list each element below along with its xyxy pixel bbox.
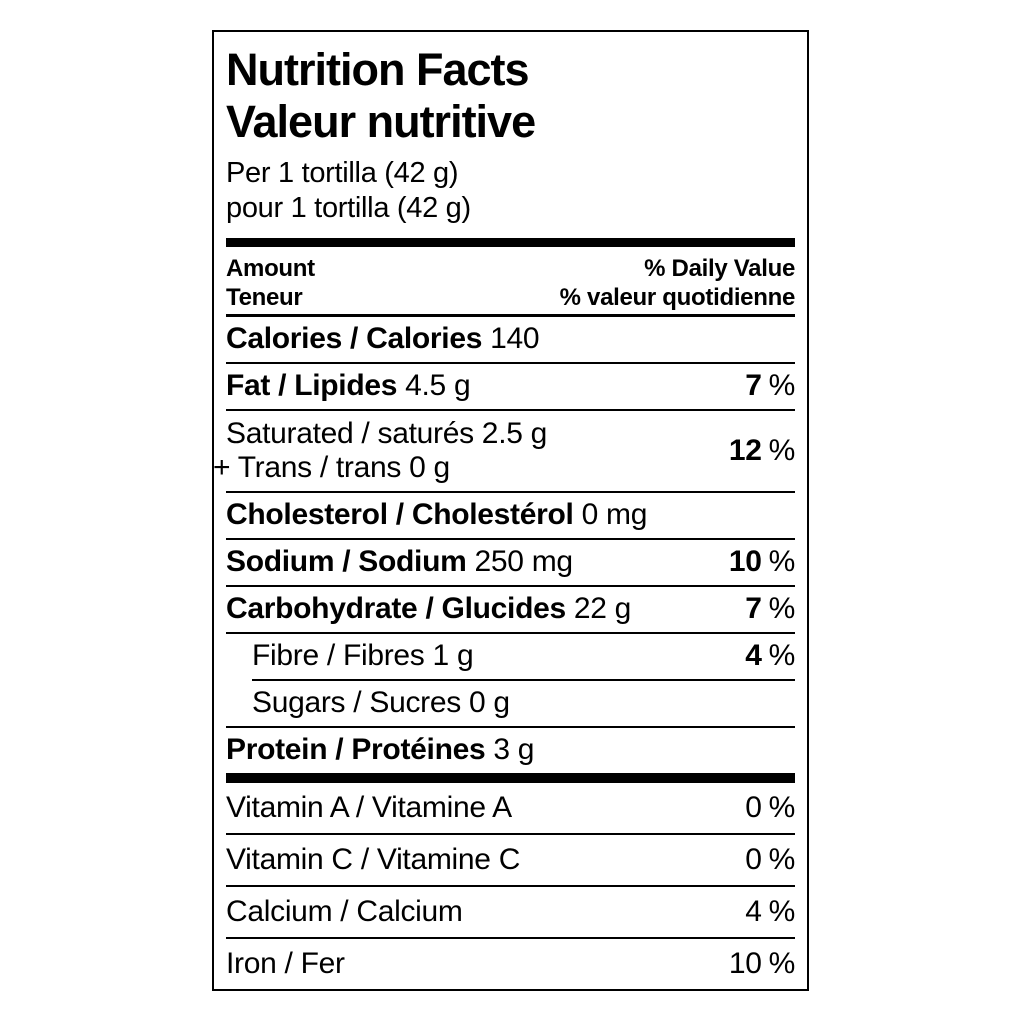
daily-value-header-french: % valeur quotidienne: [559, 284, 795, 311]
nutrition-facts-label: [212, 30, 809, 991]
sodium-dv-number: 10: [728, 545, 762, 578]
sodium-name: Sodium / Sodium: [226, 545, 467, 578]
carbohydrate-dv-number: 7: [745, 592, 762, 625]
vitamin-c-dv-percent-sign: %: [768, 843, 795, 876]
fat-daily-value: [745, 369, 795, 403]
vitamin-c-row: [226, 835, 795, 887]
cholesterol-name: Cholesterol / Cholestérol: [226, 498, 574, 531]
carbohydrate-dv-percent-sign: %: [768, 592, 795, 625]
protein-name: Protein / Protéines: [226, 733, 486, 766]
protein-amount: 3 g: [493, 733, 535, 766]
sugars-text: [252, 686, 510, 720]
trans-fat-line: + Trans / trans 0 g: [213, 451, 450, 484]
carbohydrate-daily-value: [745, 592, 795, 626]
calcium-name: Calcium / Calcium: [226, 895, 463, 928]
fibre-row: [252, 634, 795, 681]
iron-daily-value: [729, 947, 795, 981]
fat-text: [226, 369, 470, 403]
vitamin-c-name: Vitamin C / Vitamine C: [226, 843, 521, 876]
daily-value-header-english: % Daily Value: [644, 255, 795, 282]
fat-name: Fat / Lipides: [226, 369, 398, 402]
carbohydrate-name: Carbohydrate / Glucides: [226, 592, 566, 625]
amount-header: [226, 254, 315, 312]
cholesterol-text: [226, 498, 647, 532]
iron-row: [226, 939, 795, 985]
thick-rule-top: [226, 238, 795, 247]
calories-text: [226, 322, 539, 356]
fibre-dv-percent-sign: %: [768, 639, 795, 672]
carbohydrate-text: [226, 592, 631, 626]
sugars-name: Sugars / Sucres 0 g: [252, 686, 510, 719]
fat-row: [226, 364, 795, 411]
amount-header-english: Amount: [226, 255, 315, 282]
iron-dv-percent-sign: %: [768, 947, 795, 980]
saturated-dv-percent-sign: %: [768, 434, 795, 467]
calcium-dv-percent-sign: %: [768, 895, 795, 928]
thick-rule-bottom: [226, 773, 795, 783]
title-french: Valeur nutritive: [226, 96, 536, 147]
iron-name: Iron / Fer: [226, 947, 345, 980]
vitamin-a-row: [226, 783, 795, 835]
calcium-row: [226, 887, 795, 939]
cholesterol-amount: 0 mg: [581, 498, 648, 531]
vitamin-c-daily-value: [745, 843, 795, 877]
iron-dv-number: 10: [728, 947, 762, 980]
cholesterol-row: [226, 493, 795, 540]
calories-value: 140: [490, 322, 540, 355]
fat-dv-number: 7: [745, 369, 762, 402]
sodium-text: [226, 545, 573, 579]
fat-amount: 4.5 g: [405, 369, 471, 402]
title-english: Nutrition Facts: [226, 44, 529, 95]
vitamin-a-dv-percent-sign: %: [768, 791, 795, 824]
vitamin-a-name: Vitamin A / Vitamine A: [226, 791, 512, 824]
protein-text: [226, 733, 534, 767]
vitamin-a-dv-number: 0: [745, 791, 762, 824]
sodium-row: [226, 540, 795, 587]
calcium-daily-value: [745, 895, 795, 929]
sodium-amount: 250 mg: [474, 545, 573, 578]
sodium-dv-percent-sign: %: [768, 545, 795, 578]
fibre-daily-value: [745, 639, 795, 673]
serving-size-english: Per 1 tortilla (42 g): [226, 157, 459, 189]
fibre-dv-number: 4: [745, 639, 762, 672]
serving-size-french: pour 1 tortilla (42 g): [226, 192, 471, 224]
fibre-text: [252, 639, 473, 673]
vitamin-a-daily-value: [745, 791, 795, 825]
calories-row: [226, 317, 795, 364]
calories-name: Calories / Calories: [226, 322, 483, 355]
column-header-row: [226, 247, 795, 314]
sodium-daily-value: [729, 545, 795, 579]
saturated-trans-daily-value: [729, 434, 795, 468]
amount-header-french: Teneur: [226, 284, 303, 311]
carbohydrate-row: [226, 587, 795, 634]
saturated-fat-line: Saturated / saturés 2.5 g: [226, 417, 548, 450]
sugars-row: [226, 681, 795, 728]
daily-value-header: [560, 254, 795, 312]
carbohydrate-amount: 22 g: [573, 592, 632, 625]
vitamin-c-dv-number: 0: [745, 843, 762, 876]
saturated-trans-text: [213, 417, 548, 485]
fibre-name: Fibre / Fibres 1 g: [252, 639, 474, 672]
saturated-dv-number: 12: [728, 434, 762, 467]
saturated-trans-row: [213, 411, 795, 493]
calcium-dv-number: 4: [745, 895, 762, 928]
protein-row: [226, 728, 795, 773]
fat-dv-percent-sign: %: [768, 369, 795, 402]
